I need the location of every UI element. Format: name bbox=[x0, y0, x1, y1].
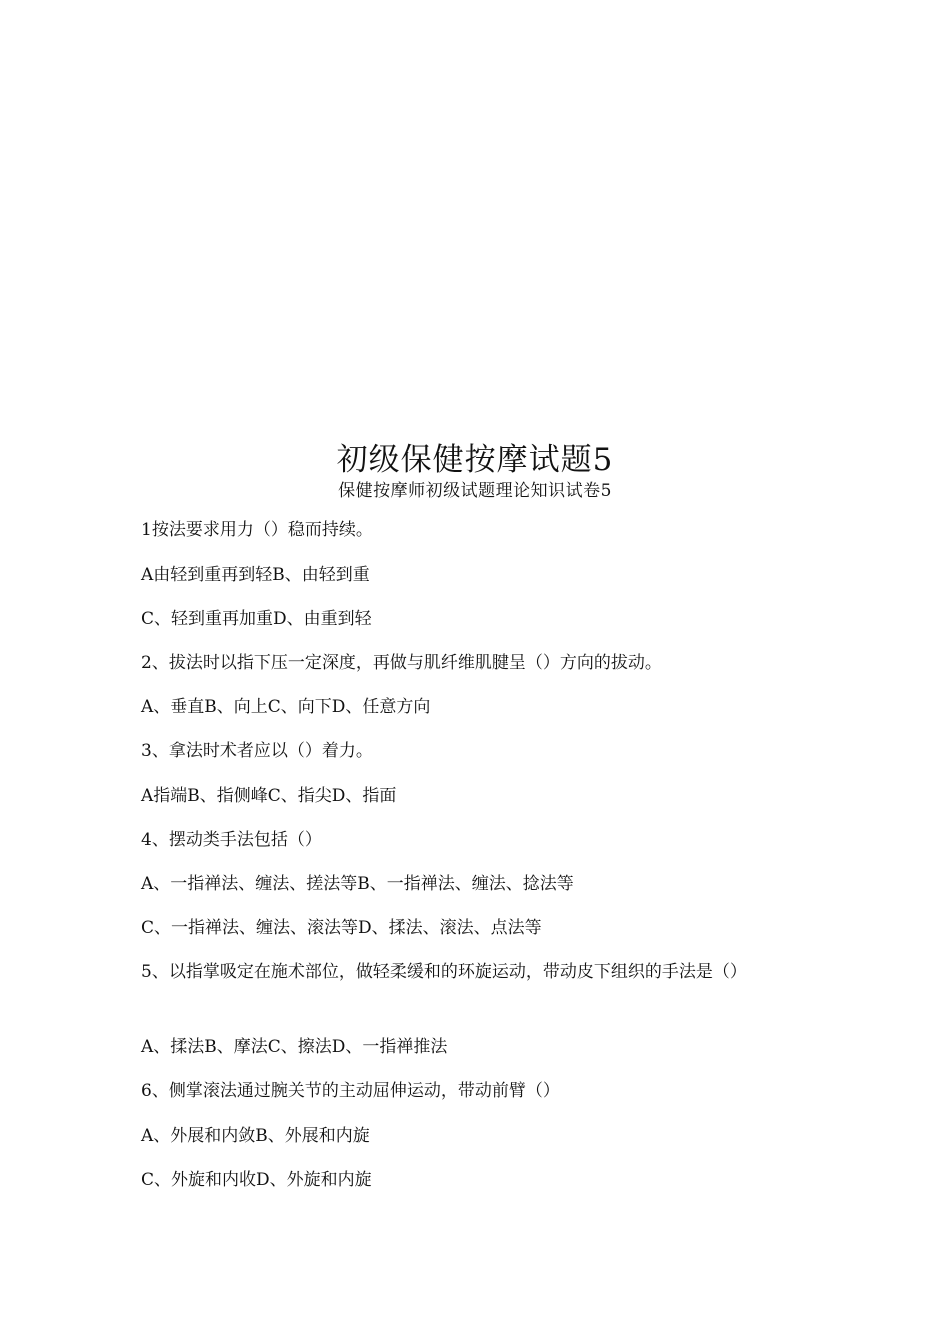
question-4: 4、摆动类手法包括（） bbox=[141, 830, 322, 850]
question-1: 1按法要求用力（）稳而持续。 bbox=[141, 520, 373, 540]
question-1-options-cd: C、轻到重再加重D、由重到轻 bbox=[141, 609, 372, 629]
question-2: 2、拔法时以指下压一定深度，再做与肌纤维肌腱呈（）方向的拔动。 bbox=[141, 653, 662, 673]
question-6-options-ab: A、外展和内敛B、外展和内旋 bbox=[141, 1126, 370, 1146]
document-title: 初级保健按摩试题5 bbox=[336, 442, 614, 478]
question-3: 3、拿法时术者应以（）着力。 bbox=[141, 741, 373, 761]
question-1-options-ab: A由轻到重再到轻B、由轻到重 bbox=[141, 565, 370, 585]
question-6-options-cd: C、外旋和内收D、外旋和内旋 bbox=[141, 1170, 372, 1190]
question-3-options: A指端B、指侧峰C、指尖D、指面 bbox=[141, 786, 397, 806]
question-6: 6、侧掌滚法通过腕关节的主动屈伸运动，带动前臂（） bbox=[141, 1081, 560, 1101]
question-5: 5、以指掌吸定在施术部位，做轻柔缓和的环旋运动，带动皮下组织的手法是（） bbox=[141, 962, 747, 982]
question-4-options-cd: C、一指禅法、缠法、滚法等D、揉法、滚法、点法等 bbox=[141, 918, 542, 938]
document-subtitle: 保健按摩师初级试题理论知识试卷5 bbox=[338, 481, 612, 501]
question-2-options: A、垂直B、向上C、向下D、任意方向 bbox=[141, 697, 431, 717]
question-4-options-ab: A、一指禅法、缠法、搓法等B、一指禅法、缠法、捻法等 bbox=[141, 874, 574, 894]
question-5-options: A、揉法B、摩法C、擦法D、一指禅推法 bbox=[141, 1037, 448, 1057]
